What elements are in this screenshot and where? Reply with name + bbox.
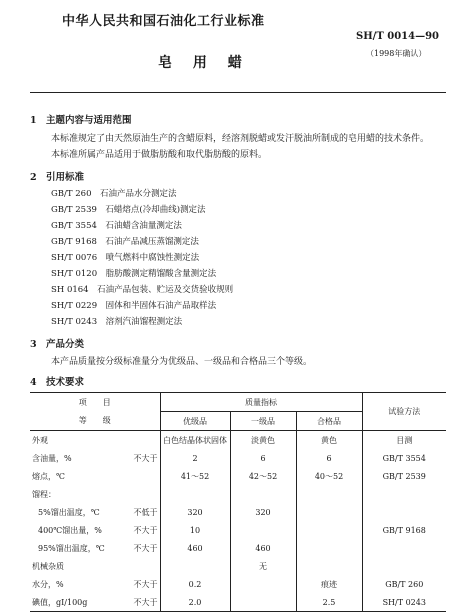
row-first: 320 (230, 503, 296, 521)
row-method: GB/T 2539 (382, 471, 426, 481)
row-method (362, 485, 446, 503)
row-premium: 41～52 (160, 467, 230, 485)
section-number: 4 (30, 377, 37, 388)
confirmation-note: （1998年确认） (366, 49, 427, 58)
row-item: 馏程： (32, 489, 56, 499)
row-qualified (296, 503, 362, 521)
table-row (30, 521, 446, 539)
row-method: GB/T 260 (385, 579, 424, 589)
reference-item: GB/T 260 石油产品水分测定法 (51, 189, 177, 199)
section-2-heading (30, 169, 84, 183)
row-item: 400℃馏出量，% (38, 525, 102, 535)
row-first: 460 (230, 539, 296, 557)
row-premium: 10 (160, 521, 230, 539)
section-1-paragraph-2: 本标准所属产品适用于做脂肪酸和取代脂肪酸的原料。 (51, 150, 268, 160)
row-method: GB/T 3554 (382, 453, 426, 463)
org-title: 中华人民共和国石油化工行业标准 (62, 14, 265, 29)
row-method (362, 539, 446, 557)
header-test-method: 试验方法 (362, 393, 446, 431)
row-first (230, 593, 296, 612)
row-condition: 不大于 (110, 575, 160, 593)
row-premium: 白色结晶体状固体 (160, 431, 230, 450)
header-grade-premium: 优级品 (160, 412, 230, 431)
reference-item: GB/T 2539 石蜡熔点(冷却曲线)测定法 (51, 205, 206, 215)
row-first: 42～52 (230, 467, 296, 485)
section-number: 2 (30, 172, 37, 183)
row-item: 碘值，gI/100g (30, 593, 110, 612)
row-qualified: 40～52 (296, 467, 362, 485)
row-premium: 0.2 (160, 575, 230, 593)
reference-item: SH/T 0243 溶剂汽油馏程测定法 (51, 317, 183, 327)
table-row (30, 503, 446, 521)
row-condition: 不低于 (110, 503, 160, 521)
section-3-heading (30, 336, 84, 350)
row-premium: 2.0 (160, 593, 230, 612)
header-quality-index: 质量指标 (160, 393, 362, 412)
reference-item: GB/T 9168 石油产品减压蒸馏测定法 (51, 237, 199, 247)
row-premium (160, 557, 230, 575)
row-premium (160, 485, 230, 503)
row-method: GB/T 9168 (382, 525, 426, 535)
reference-item: SH/T 0120 脂肪酸测定精馏酸含量测定法 (51, 269, 217, 279)
row-qualified: 黄色 (296, 431, 362, 450)
reference-item: GB/T 3554 石油蜡含油量测定法 (51, 221, 182, 231)
section-title: 引用标准 (46, 172, 85, 183)
row-first: 无 (230, 557, 296, 575)
reference-item: SH/T 0076 喷气燃料中腐蚀性测定法 (51, 253, 200, 263)
row-qualified (296, 485, 362, 503)
row-condition: 不大于 (110, 539, 160, 557)
row-condition (110, 431, 160, 450)
table-row (30, 575, 446, 593)
table-row (30, 485, 446, 503)
table-row (30, 467, 446, 485)
section-3-paragraph: 本产品质量按分级标准量分为优级品、一级品和合格品三个等级。 (51, 357, 313, 367)
row-first (230, 485, 296, 503)
row-item: 机械杂质 (32, 561, 64, 571)
row-item: 含油量，% (32, 453, 72, 463)
table-row (30, 557, 446, 575)
row-condition (110, 467, 160, 485)
standard-number: SH/T 0014—90 (356, 31, 439, 42)
row-premium: 320 (160, 503, 230, 521)
table-row (30, 539, 446, 557)
section-number: 1 (30, 115, 37, 126)
header-grade-qualified: 合格品 (296, 412, 362, 431)
technical-requirements-table (30, 392, 446, 612)
row-condition: 不大于 (110, 521, 160, 539)
document-title: 皂 用 蜡 (158, 55, 250, 71)
row-first: 6 (230, 449, 296, 467)
row-qualified: 6 (296, 449, 362, 467)
row-condition: 不大于 (110, 449, 160, 467)
row-first: 淡黄色 (230, 431, 296, 450)
row-item: 5%馏出温度，℃ (38, 507, 100, 517)
table-row (30, 431, 446, 450)
reference-item: SH 0164 石油产品包装、贮运及交货验收规则 (51, 285, 234, 295)
table-row (30, 449, 446, 467)
section-1-heading (30, 112, 132, 126)
row-qualified (296, 521, 362, 539)
row-item: 外观 (32, 435, 48, 445)
row-premium: 2 (160, 449, 230, 467)
row-item: 水分，% (32, 579, 64, 589)
row-qualified: 痕迹 (296, 575, 362, 593)
table-row (30, 593, 446, 612)
section-title: 技术要求 (46, 377, 85, 388)
row-first (230, 521, 296, 539)
header-grade-first: 一级品 (230, 412, 296, 431)
row-condition (110, 485, 160, 503)
row-item: 熔点，℃ (32, 471, 65, 481)
row-qualified (296, 557, 362, 575)
row-condition (110, 557, 160, 575)
section-number: 3 (30, 339, 37, 350)
row-method (362, 557, 446, 575)
section-1-paragraph-1: 本标准规定了由天然原油生产的含蜡原料，经溶剂脱蜡或发汗脱油所制成的皂用蜡的技术条件。 (51, 134, 430, 144)
row-method: SH/T 0243 (362, 593, 446, 612)
section-4-heading (30, 374, 84, 388)
reference-item: SH/T 0229 固体和半固体石油产品取样法 (51, 301, 217, 311)
row-qualified (296, 539, 362, 557)
header-item: 项 目 (30, 393, 160, 412)
row-qualified: 2.5 (296, 593, 362, 612)
row-method (362, 503, 446, 521)
row-premium: 460 (160, 539, 230, 557)
header-rule (30, 92, 446, 93)
row-condition: 不大于 (110, 593, 160, 612)
row-first (230, 575, 296, 593)
header-grade: 等 级 (30, 412, 160, 431)
row-method: 目测 (396, 435, 413, 445)
section-title: 主题内容与适用范围 (46, 115, 132, 126)
row-item: 95%馏出温度，℃ (38, 543, 105, 553)
section-title: 产品分类 (46, 339, 85, 350)
